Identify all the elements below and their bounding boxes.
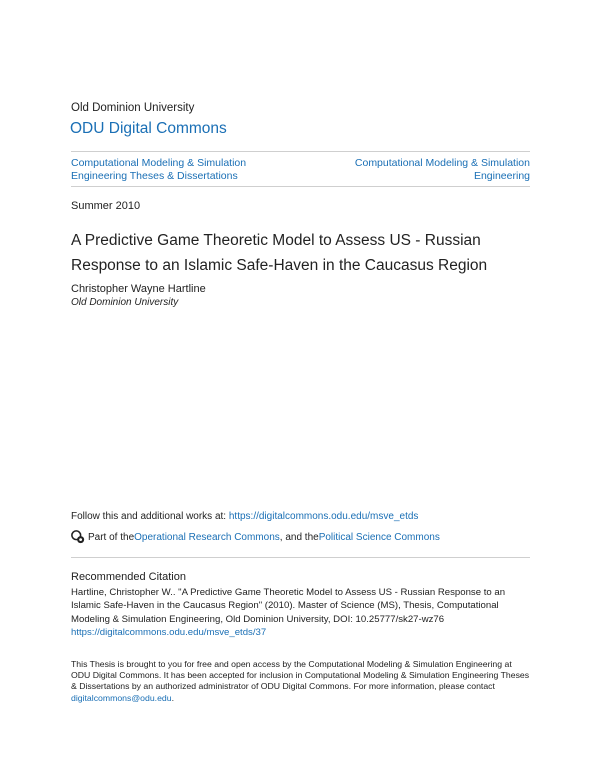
author-affiliation: Old Dominion University bbox=[71, 297, 179, 308]
part-of-line bbox=[71, 530, 440, 544]
document-title: A Predictive Game Theoretic Model to Assess US - Russian Response to an Islamic Safe-Haven in the Caucasus Region bbox=[71, 232, 488, 274]
citation-text: Hartline, Christopher W.. "A Predictive Game Theoretic Model to Assess US - Russian Response to an Islamic Safe-Haven in the Caucasus Region" (2010). Master of Science (MS), Thesis, Computational Modeling & Simulation Engineering, Old Dominion University, DOI: 10.25777/sk27-wz76 bbox=[71, 587, 506, 625]
collection-url-link[interactable]: https://digitalcommons.odu.edu/msve_etds bbox=[228, 511, 419, 522]
divider-top bbox=[71, 151, 530, 152]
digital-commons-link[interactable]: ODU Digital Commons bbox=[70, 120, 227, 137]
follow-line bbox=[71, 511, 418, 522]
citation-heading: Recommended Citation bbox=[71, 571, 186, 583]
political-science-link[interactable]: Political Science Commons bbox=[318, 531, 440, 543]
author-name: Christopher Wayne Hartline bbox=[71, 283, 206, 295]
access-statement bbox=[71, 659, 533, 704]
part-of-prefix: Part of the bbox=[88, 531, 135, 543]
divider-collections bbox=[71, 186, 530, 187]
follow-text: Follow this and additional works at: bbox=[71, 511, 229, 522]
contact-email-link[interactable]: digitalcommons@odu.edu bbox=[71, 692, 172, 703]
access-text: This Thesis is brought to you for free and open access by the Computational Modeling & Simulation Engineering at ODU Digital Commons. It has been accepted for inclusion in Computational Modeling & Simulation Engineering Theses & Dissertations by an authorized administrator of ODU Digital Commons. For more information, please contact bbox=[71, 659, 530, 692]
operational-research-link[interactable]: Operational Research Commons bbox=[134, 531, 280, 543]
collection-link-theses[interactable]: Computational Modeling & Simulation Engineering Theses & Dissertations bbox=[71, 157, 247, 182]
publication-date: Summer 2010 bbox=[71, 200, 141, 212]
citation-url-link[interactable]: https://digitalcommons.odu.edu/msve_etds/37 bbox=[71, 627, 267, 639]
divider-citation bbox=[71, 557, 530, 558]
network-icon bbox=[71, 530, 85, 544]
collection-link-department[interactable]: Computational Modeling & Simulation Engineering bbox=[354, 157, 530, 182]
citation-body bbox=[71, 586, 533, 640]
part-of-middle: , and the bbox=[279, 531, 319, 543]
university-name: Old Dominion University bbox=[71, 102, 195, 114]
access-end: . bbox=[171, 692, 174, 703]
